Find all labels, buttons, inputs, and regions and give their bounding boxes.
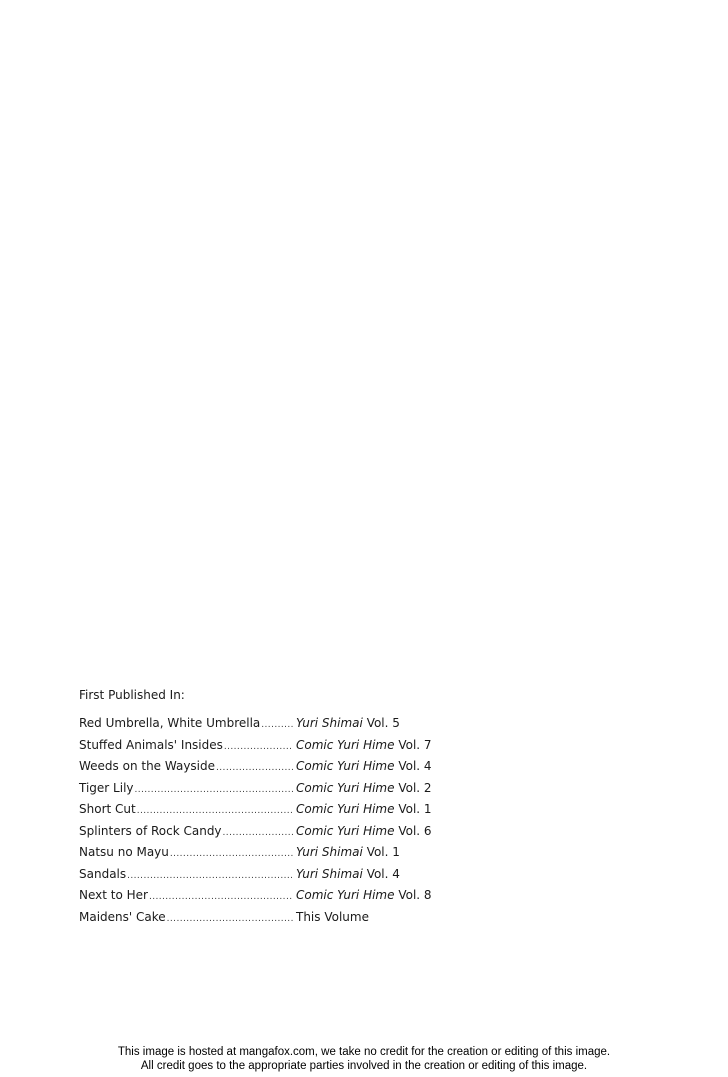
story-title: Short Cut [79,802,136,816]
hosting-notice-line: This image is hosted at mangafox.com, we take no credit for the creation or editing of this image. [117,1046,611,1058]
volume-label: Vol. 4 [398,759,432,773]
publication-source [296,736,432,756]
volume-label: Vol. 7 [398,737,432,752]
volume-label: Vol. 4 [366,866,400,881]
credit-entry [79,843,424,865]
magazine-name: Comic Yuri Hime [296,737,395,752]
dot-leader [223,824,293,844]
publication-source [296,800,432,820]
hosting-notice-line: All credit goes to the appropriate parties involved in the creation or editing of this image. [140,1060,588,1072]
story-title: Red Umbrella, White Umbrella [79,716,261,730]
credits-heading: First Published In: [79,688,185,702]
volume-label: Vol. 1 [366,845,400,859]
magazine-name: Comic Yuri Hime [296,823,395,838]
dot-leader [261,716,293,736]
publication-credits [79,686,432,929]
story-title: Natsu no Mayu [79,845,169,859]
credit-entry [79,886,432,908]
publication-source [296,886,432,906]
dot-leader [167,910,293,930]
dot-leader [216,759,293,779]
volume-label: Vol. 8 [398,888,432,902]
volume-label: Vol. 5 [366,716,400,730]
dot-leader [127,867,293,887]
story-title: Stuffed Animals' Insides [79,737,223,752]
dot-leader [135,781,294,801]
publication-source [296,865,424,885]
story-title: Next to Her [79,888,148,902]
publication-source [296,757,432,777]
dot-leader [149,888,293,908]
volume-label: Vol. 2 [398,780,432,795]
credit-entry [79,800,432,822]
publication-source [296,779,432,799]
story-title: Splinters of Rock Candy [79,823,222,838]
credit-entry [79,779,432,801]
magazine-name: Comic Yuri Hime [296,780,395,795]
volume-label: Vol. 6 [398,823,432,838]
dot-leader [224,738,293,758]
credit-entry [79,714,424,736]
magazine-name: Comic Yuri Hime [296,888,395,902]
magazine-name: Yuri Shimai [296,716,363,730]
magazine-name: Yuri Shimai [296,866,363,881]
dot-leader [137,802,293,822]
publication-source [296,822,432,842]
credit-entry [79,736,432,758]
credit-entry [79,757,432,779]
hosting-notice [0,1045,728,1073]
dot-leader [170,845,293,865]
credit-entry [79,865,424,887]
publication-source [296,908,424,928]
magazine-name: Comic Yuri Hime [296,759,395,773]
publication-source [296,843,424,863]
publication-source [296,714,424,734]
volume-label: Vol. 1 [398,802,432,816]
credit-entry [79,908,424,930]
story-title: Maidens' Cake [79,909,166,924]
magazine-name: Yuri Shimai [296,845,363,859]
story-title: Tiger Lily [79,780,134,795]
story-title: Weeds on the Wayside [79,759,216,773]
volume-label: This Volume [296,909,369,924]
magazine-name: Comic Yuri Hime [296,802,395,816]
credit-entry [79,822,432,844]
story-title: Sandals [79,866,127,881]
